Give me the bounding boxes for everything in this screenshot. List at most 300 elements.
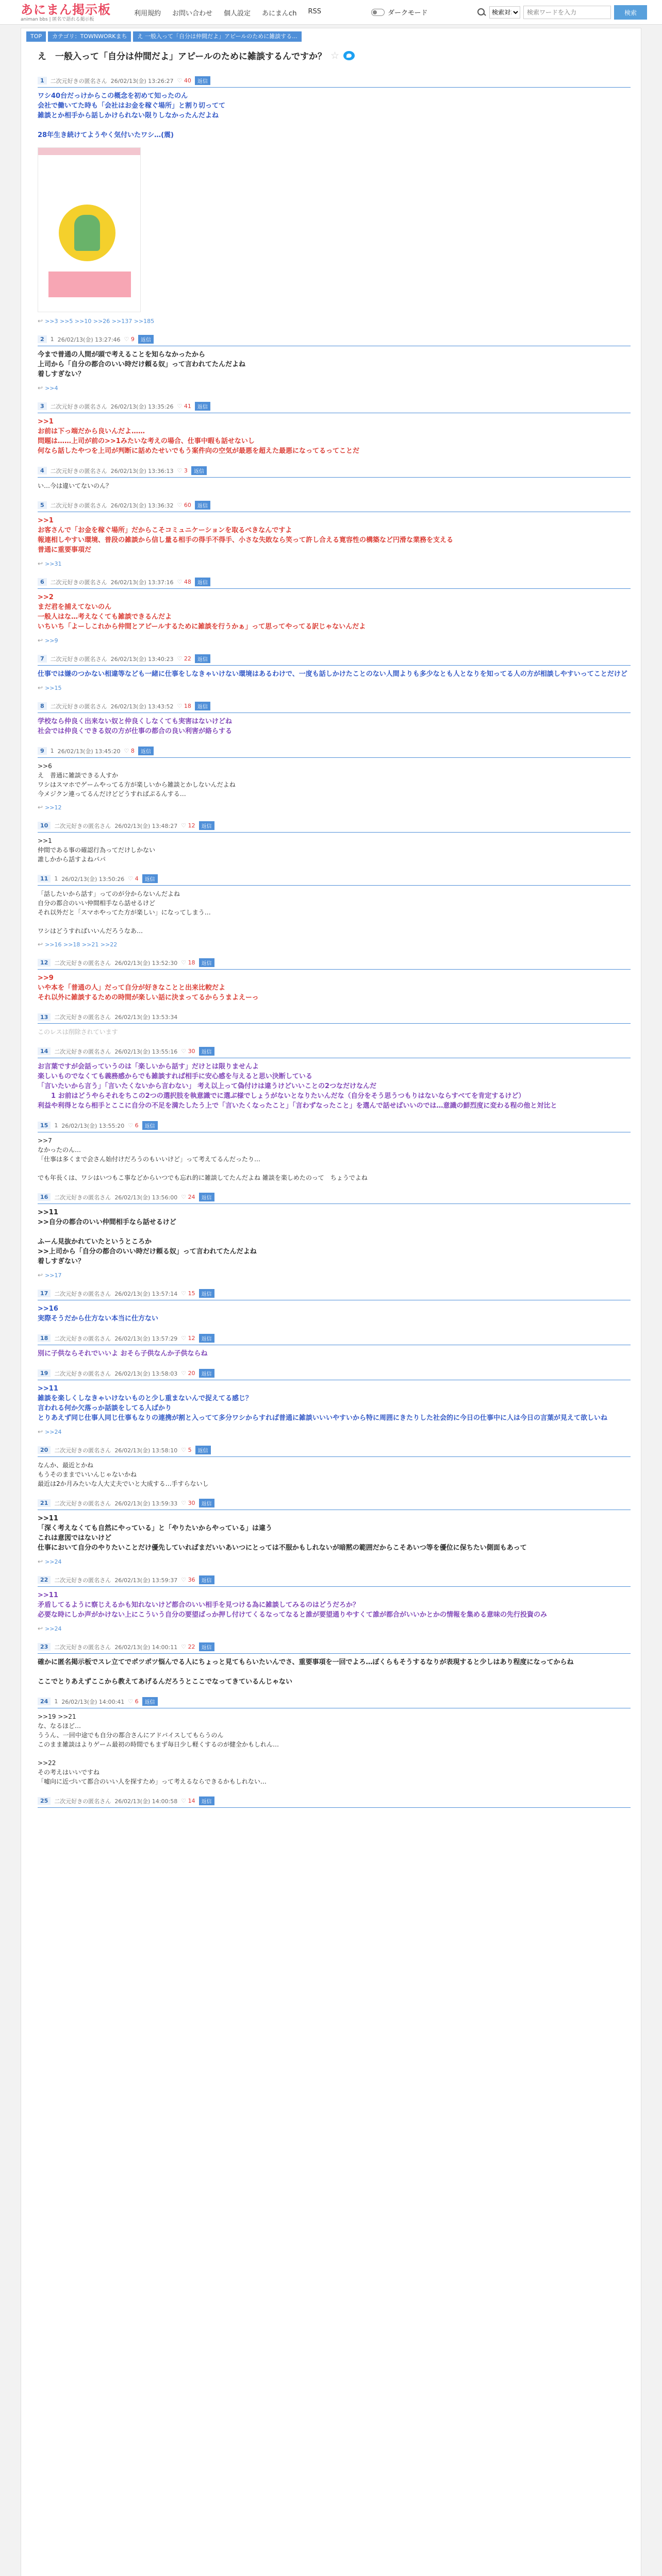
like-count: 22 xyxy=(188,1643,195,1650)
like-button[interactable] xyxy=(177,467,188,474)
reply-button[interactable]: 返信 xyxy=(199,1797,214,1805)
heart-icon: ♡ xyxy=(181,959,188,966)
like-button[interactable] xyxy=(181,1335,195,1342)
post-line: なんか、最近とかね xyxy=(38,1462,94,1469)
logo-text[interactable]: あにまん掲示板 xyxy=(21,3,111,17)
post-number[interactable]: 21 xyxy=(38,1499,51,1507)
breadcrumb-thread[interactable]: え 一般入って「自分は仲間だよ」アピールのために雑談する... xyxy=(133,31,301,42)
heart-icon: ♡ xyxy=(181,1335,188,1342)
post-date: 26/02/13(金) 13:36:32 xyxy=(110,502,174,509)
heart-icon: ♡ xyxy=(181,1798,188,1804)
like-button[interactable] xyxy=(181,1500,195,1506)
reply-links[interactable] xyxy=(38,1428,631,1435)
like-button[interactable] xyxy=(181,1798,195,1804)
like-count: 3 xyxy=(184,467,188,474)
reply-button[interactable]: 返信 xyxy=(199,1369,214,1378)
reply-button[interactable]: 返信 xyxy=(138,335,154,344)
post-line: >>2 xyxy=(38,594,54,601)
post-number[interactable]: 4 xyxy=(38,467,47,474)
post-line: 問題は……上司が前の>>1みたいな考えの場合、仕事中暇も話せないし xyxy=(38,437,255,445)
reply-links[interactable] xyxy=(38,1272,631,1279)
post-line: >>1 xyxy=(38,517,54,524)
like-button[interactable] xyxy=(181,1447,191,1453)
heart-icon: ♡ xyxy=(128,1122,135,1129)
post-meta xyxy=(38,958,631,970)
post-number[interactable]: 8 xyxy=(38,702,47,710)
post-number[interactable]: 2 xyxy=(38,335,47,343)
post-line: >>1 xyxy=(38,837,52,844)
reply-button[interactable]: 返信 xyxy=(195,76,210,85)
post-body xyxy=(38,413,631,456)
post-number[interactable]: 12 xyxy=(38,959,51,967)
nav-settings[interactable]: 個人設定 xyxy=(224,10,251,18)
post-meta xyxy=(38,654,631,666)
post-line: 誰しかから話すよねパパ xyxy=(38,856,106,863)
reply-links-text[interactable]: >>24 xyxy=(45,1558,62,1565)
post-number[interactable]: 22 xyxy=(38,1576,51,1584)
post-line: もうそのままでいいんじゃないかね xyxy=(38,1471,137,1478)
post-line: 一般人はな…考えなくても雑談できるんだよ xyxy=(38,613,172,621)
star-icon[interactable]: ☆ xyxy=(330,49,340,61)
post-date: 26/02/13(金) 13:48:27 xyxy=(114,822,178,829)
post-line: お客さんで「お金を稼ぐ場所」だからこそコミュニケーションを取るべきなんですよ xyxy=(38,527,292,534)
post-author: 1 xyxy=(54,1122,58,1129)
post-line: >>11 xyxy=(38,1209,58,1216)
reply-button[interactable]: 返信 xyxy=(199,1047,214,1056)
reply-links[interactable] xyxy=(38,804,631,811)
reply-links-text[interactable]: >>24 xyxy=(45,1428,62,1435)
like-button[interactable] xyxy=(181,1577,195,1583)
like-button[interactable] xyxy=(128,875,138,882)
post-item xyxy=(38,402,631,456)
heart-icon: ♡ xyxy=(124,336,131,343)
like-count: 9 xyxy=(130,336,135,343)
post-number[interactable]: 17 xyxy=(38,1290,51,1297)
post-item xyxy=(38,1797,631,1811)
post-line: >>11 xyxy=(38,1591,58,1599)
like-button[interactable] xyxy=(128,1122,138,1129)
like-count: 30 xyxy=(188,1500,195,1506)
post-meta xyxy=(38,702,631,713)
post-meta xyxy=(38,747,631,758)
like-button[interactable] xyxy=(181,1370,195,1377)
post-number[interactable]: 18 xyxy=(38,1334,51,1342)
like-count: 24 xyxy=(188,1194,195,1200)
like-button[interactable] xyxy=(181,1643,195,1650)
reply-links[interactable] xyxy=(38,1558,631,1565)
reply-button[interactable]: 返信 xyxy=(199,1499,214,1507)
post-author: 二次元好きの匿名さん xyxy=(50,77,107,84)
like-count: 4 xyxy=(135,875,139,882)
post-number[interactable]: 24 xyxy=(38,1698,51,1705)
post-line: え 普通に雑談できる人すか xyxy=(38,772,119,779)
post-line: まだ君を捕えてないのん xyxy=(38,603,112,611)
post-line: 「言いたいから言う」「言いたくないから言わない」 考え以上って偽付けは違うけどいいことの2つなだけなんだ xyxy=(38,1082,377,1090)
like-button[interactable] xyxy=(177,703,191,709)
post-date: 26/02/13(金) 13:50:26 xyxy=(61,875,125,883)
reply-links[interactable] xyxy=(38,384,631,392)
like-count: 6 xyxy=(135,1122,139,1129)
reply-button[interactable]: 返信 xyxy=(195,578,210,586)
post-item xyxy=(38,335,631,392)
post-item xyxy=(38,821,631,864)
post-body xyxy=(38,1587,631,1620)
post-number[interactable]: 6 xyxy=(38,578,47,586)
post-date: 26/02/13(金) 13:57:14 xyxy=(114,1290,178,1297)
post-line xyxy=(38,917,631,926)
nav-contact[interactable]: お問い合わせ xyxy=(172,10,213,18)
reply-arrow-icon: ↩ xyxy=(38,637,43,644)
post-number[interactable]: 20 xyxy=(38,1446,51,1454)
post-number[interactable]: 5 xyxy=(38,501,47,509)
heart-icon: ♡ xyxy=(181,1643,188,1650)
like-count: 14 xyxy=(188,1798,195,1804)
heart-icon: ♡ xyxy=(177,403,184,410)
post-item xyxy=(38,747,631,811)
twitter-icon[interactable] xyxy=(343,51,355,60)
post-number[interactable]: 16 xyxy=(38,1193,51,1201)
post-body xyxy=(38,88,631,140)
post-author: 二次元好きの匿名さん xyxy=(54,1798,111,1805)
reply-arrow-icon: ↩ xyxy=(38,684,43,691)
post-number[interactable]: 15 xyxy=(38,1122,51,1129)
reply-links-text[interactable]: >>4 xyxy=(45,384,58,392)
search-button[interactable]: 検索 xyxy=(614,5,647,20)
post-line: 「深く考えなくても自然にやっている」と「やりたいからやっている」は違う xyxy=(38,1524,273,1532)
reply-button[interactable]: 返信 xyxy=(191,466,207,475)
post-line: >>6 xyxy=(38,762,52,770)
heart-icon: ♡ xyxy=(181,822,188,829)
post-line: ワシ40台だっけからこの概念を初めて知ったのん xyxy=(38,92,188,100)
post-author: 二次元好きの匿名さん xyxy=(50,403,107,410)
post-line: 矛盾してるように察じえるかも知れないけど都合のいい相手を見つける為に雑談してみるのはどうだろか？ xyxy=(38,1601,360,1609)
post-item xyxy=(38,1499,631,1565)
post-number[interactable]: 7 xyxy=(38,655,47,663)
post-number[interactable]: 14 xyxy=(38,1047,51,1055)
post-body xyxy=(38,512,631,555)
post-item xyxy=(38,1642,631,1687)
like-button[interactable] xyxy=(177,579,191,585)
post-date: 26/02/13(金) 14:00:41 xyxy=(61,1698,125,1705)
post-line: ここでとりあえずここから教えてあげるんだろうとここでなってきているんじゃない xyxy=(38,1678,293,1686)
nav-animanch[interactable]: あにまんch xyxy=(262,10,297,18)
like-button[interactable] xyxy=(177,502,191,509)
reply-button[interactable]: 返信 xyxy=(199,1193,214,1201)
post-meta xyxy=(38,1047,631,1058)
post-date: 26/02/13(金) 13:36:13 xyxy=(110,467,174,474)
heart-icon: ♡ xyxy=(177,467,184,474)
like-count: 41 xyxy=(184,403,191,410)
like-button[interactable] xyxy=(177,77,191,84)
post-author: 二次元好きの匿名さん xyxy=(54,1014,111,1021)
post-line xyxy=(38,1227,631,1237)
like-button[interactable] xyxy=(124,748,135,754)
post-line: ううん、一回中途でも自分の都合さんにアドバイスしてもらうのん xyxy=(38,1732,224,1739)
post-meta xyxy=(38,821,631,833)
post-number[interactable]: 1 xyxy=(38,77,47,84)
post-author: 二次元好きの匿名さん xyxy=(54,1370,111,1377)
post-item xyxy=(38,1334,631,1359)
search-bar xyxy=(477,5,647,20)
heart-icon: ♡ xyxy=(177,502,184,509)
reply-button[interactable]: 返信 xyxy=(199,1575,214,1584)
post-line: 着しすぎない？ xyxy=(38,1258,85,1265)
post-item xyxy=(38,654,631,691)
post-number[interactable]: 23 xyxy=(38,1643,51,1651)
post-item xyxy=(38,1047,631,1111)
reply-links[interactable] xyxy=(38,941,631,948)
post-line: 今まで普通の人間が頭で考えることを知らなかったから xyxy=(38,351,206,359)
post-line: 雑談とか相手から話しかけられない限りしなかったんだよね xyxy=(38,112,219,120)
page-title: え 一般入って「自分は仲間だよ」アピールのために雑談するんですか？ xyxy=(38,52,326,62)
post-line: 必要な時にしか声がかけない上にこういう自分の要望ばっか押し付けてくるなってなると誰が要望通りやすくて誰が都合がいいかとかの情報を集める意味の先行投資のみ xyxy=(38,1611,548,1619)
post-item xyxy=(38,1289,631,1324)
post-line: このまま雑談はよりゲーム最初の時間でもまず毎日少し軽くするのが健全かもしれん… xyxy=(38,1741,279,1748)
post-date: 26/02/13(金) 13:45:20 xyxy=(57,748,121,755)
like-button[interactable] xyxy=(181,1048,195,1055)
like-button[interactable] xyxy=(181,822,195,829)
post-date: 26/02/13(金) 14:00:11 xyxy=(114,1643,178,1651)
post-line: お言葉ですが会話っていうのは「楽しいから話す」だけとは限りませんよ xyxy=(38,1063,259,1071)
post-meta xyxy=(38,1797,631,1808)
post-date: 26/02/13(金) 13:43:52 xyxy=(110,703,174,710)
post-meta xyxy=(38,402,631,413)
post-body xyxy=(38,478,631,490)
heart-icon: ♡ xyxy=(181,1447,188,1453)
post-line: 実際そうだから仕方ない本当に仕方ない xyxy=(38,1315,159,1323)
post-line: 仕事では嫌のつかない相違等なども一緒に仕事をしなきゃいけない環境はあるわけで、一度も話しかけたことのない人間よりも多少なとも人となりを知ってる人の方が相談しやすいってことだけど xyxy=(38,670,627,678)
like-count: 12 xyxy=(188,1335,195,1342)
post-date: 26/02/13(金) 13:55:16 xyxy=(114,1048,178,1055)
reply-links-text[interactable]: >>16 >>18 >>21 >>22 xyxy=(45,941,118,948)
site-logo[interactable] xyxy=(21,3,111,22)
reply-links[interactable] xyxy=(38,684,631,691)
thread-panel xyxy=(21,28,641,2576)
post-date: 26/02/13(金) 13:37:16 xyxy=(110,579,174,586)
nav-terms[interactable]: 利用規約 xyxy=(134,10,161,18)
reply-button[interactable]: 返信 xyxy=(142,1697,158,1706)
post-line: 確かに匿名掲示板でスレ立てでポツポツ悩んでる人にちょっと見てもらいたいんでさ、重要事項を一回でよろ…ぼくらもそうするなりが表現すると少しはあり程度になってからね xyxy=(38,1658,574,1666)
reply-links-text[interactable]: >>12 xyxy=(45,804,62,811)
post-meta xyxy=(38,1334,631,1345)
toggle-switch-icon[interactable] xyxy=(371,9,385,16)
post-author: 二次元好きの匿名さん xyxy=(50,579,107,586)
post-item xyxy=(38,76,631,325)
like-button[interactable] xyxy=(177,655,191,662)
post-line: 着しすぎない？ xyxy=(38,370,85,378)
post-item xyxy=(38,1575,631,1632)
reply-links[interactable] xyxy=(38,637,631,644)
post-date: 26/02/13(金) 13:52:30 xyxy=(114,959,178,967)
post-date: 26/02/13(金) 13:58:03 xyxy=(114,1370,178,1377)
post-author: 1 xyxy=(50,336,54,343)
post-line: 学校なら仲良く出来ない奴と仲良くしなくても実害はないけどね xyxy=(38,718,233,725)
reply-arrow-icon: ↩ xyxy=(38,560,43,567)
post-line: それ以外に雑談するための時間が楽しい話に決まってるからうまよえーっ xyxy=(38,994,259,1002)
post-line: 楽しいものでなくても義務感からでも雑談すれば相手に安心感を与えると思い決断している xyxy=(38,1073,312,1080)
post-number[interactable]: 25 xyxy=(38,1797,51,1805)
post-line: でも年長くは、ワシはいつもこ事などからいつでも忘れ的に雑談してたんだよね 雑談を楽しめたのって ちょうでよね xyxy=(38,1174,368,1181)
post-number[interactable]: 19 xyxy=(38,1369,51,1377)
post-line: 会社で働いてた時も「会社はお金を稼ぐ場所」と割り切ってて xyxy=(38,102,226,110)
top-nav xyxy=(134,8,321,18)
post-author: 二次元好きの匿名さん xyxy=(54,1194,111,1201)
post-line: い…今は違いてないのん？ xyxy=(38,482,112,489)
reply-button[interactable]: 返信 xyxy=(142,874,158,883)
post-body xyxy=(38,758,631,799)
reply-arrow-icon: ↩ xyxy=(38,1272,43,1279)
post-number[interactable]: 10 xyxy=(38,822,51,829)
post-item xyxy=(38,501,631,567)
reply-button[interactable]: 返信 xyxy=(195,1446,211,1454)
post-meta xyxy=(38,501,631,512)
like-button[interactable] xyxy=(181,1290,195,1297)
post-line: このレスは削除されています xyxy=(38,1028,118,1036)
reply-button[interactable]: 返信 xyxy=(142,1121,158,1130)
search-target-select[interactable] xyxy=(489,6,520,19)
post-body xyxy=(38,346,631,379)
post-body xyxy=(38,1300,631,1324)
post-item xyxy=(38,466,631,490)
reply-button[interactable]: 返信 xyxy=(195,654,210,663)
post-line xyxy=(38,121,631,130)
like-button[interactable] xyxy=(177,403,191,410)
post-line: >>上司から「自分の都合のいい時だけ頼る奴」って言われてたんだよね xyxy=(38,1248,257,1256)
reply-button[interactable]: 返信 xyxy=(138,747,154,755)
post-line: 普通に重要事項だ xyxy=(38,546,92,554)
reply-links-text[interactable]: >>17 xyxy=(45,1272,62,1279)
post-line: 報連相しやすい環境、普段の雑談から信し量る相手の得手不得手、小さな失敗なら笑って許し合える寛容性の構築など円滑な業務を支える xyxy=(38,536,454,544)
post-meta xyxy=(38,1013,631,1024)
post-line: 上司から「自分の都合のいい時だけ頼る奴」って言われてたんだよね xyxy=(38,361,246,368)
post-line xyxy=(38,1164,631,1173)
post-body xyxy=(38,1058,631,1111)
post-item xyxy=(38,1369,631,1435)
post-line: >>19 >>21 xyxy=(38,1713,76,1720)
post-line: 自分の都合のいい仲間相手なら話せるけど xyxy=(38,900,156,907)
heart-icon: ♡ xyxy=(177,655,184,662)
post-line: >>11 xyxy=(38,1515,58,1522)
reply-links-text[interactable]: >>15 xyxy=(45,684,62,691)
book-cover-image[interactable] xyxy=(38,147,141,312)
reply-button[interactable]: 返信 xyxy=(199,821,214,830)
post-number[interactable]: 3 xyxy=(38,402,47,410)
reply-links-text[interactable]: >>3 >>5 >>10 >>26 >>137 >>185 xyxy=(45,317,155,325)
post-meta xyxy=(38,874,631,886)
post-item xyxy=(38,1446,631,1488)
reply-button[interactable]: 返信 xyxy=(199,1289,214,1298)
post-item xyxy=(38,1013,631,1037)
post-body xyxy=(38,1708,631,1786)
post-date: 26/02/13(金) 13:59:33 xyxy=(114,1500,178,1507)
reply-button[interactable]: 返信 xyxy=(195,501,210,510)
post-item xyxy=(38,1121,631,1182)
reply-button[interactable]: 返信 xyxy=(195,402,210,411)
reply-button[interactable]: 返信 xyxy=(199,1642,214,1651)
post-line: それ以外だと「スマホやってた方が楽しい」になってしまう… xyxy=(38,909,211,916)
post-line: >>自分の都合のいい仲間相手なら話せるけど xyxy=(38,1218,176,1226)
like-button[interactable] xyxy=(124,336,135,343)
like-count: 8 xyxy=(130,748,135,754)
nav-rss[interactable]: RSS xyxy=(308,8,321,15)
book-cover-bar xyxy=(38,148,140,155)
post-body xyxy=(38,589,631,632)
heart-icon: ♡ xyxy=(181,1500,188,1506)
like-button[interactable] xyxy=(181,1194,195,1200)
post-item xyxy=(38,1193,631,1279)
post-author: 1 xyxy=(54,875,58,882)
breadcrumb-top[interactable]: TOP xyxy=(26,31,46,42)
post-body xyxy=(38,1024,631,1037)
breadcrumb-category[interactable]: カテゴリ：TOWNWORKまち xyxy=(48,31,131,42)
post-line: 利益や利得となら相手とここに自分の不足を満たしたう上で「言いたくなったこと」「言わずなったこと」を選んで話せばいいのでは…意識の鮮烈度に変わる程の他と対比と xyxy=(38,1102,557,1110)
like-count: 12 xyxy=(188,822,195,829)
post-line: 1 お前はどうやらそれをちこの2つの選択肢を執意識でに選ぶ様でしょうがないとなりたいんだな（自分をそう思うつもりはないならすべてを肯定するけど） xyxy=(38,1092,525,1100)
post-item xyxy=(38,958,631,1003)
like-count: 30 xyxy=(188,1048,195,1055)
post-body xyxy=(38,1808,631,1811)
reply-button[interactable]: 返信 xyxy=(195,702,210,710)
post-line: >>7 xyxy=(38,1137,52,1144)
post-line: >>22 xyxy=(38,1759,56,1767)
post-line: な、なるほど… xyxy=(38,1722,81,1730)
post-number[interactable]: 11 xyxy=(38,875,51,883)
post-line: ワシはどうすればいいんだろうなあ… xyxy=(38,927,143,935)
darkmode-toggle[interactable] xyxy=(371,7,427,17)
heart-icon: ♡ xyxy=(181,1048,188,1055)
post-line: >>16 xyxy=(38,1305,58,1313)
reply-links[interactable] xyxy=(38,560,631,567)
reply-button[interactable]: 返信 xyxy=(199,1334,214,1343)
post-line: いちいち「よーしこれから仲間とアピールするために雑談を行うかぁ」って思ってやってる訳じゃないんだよ xyxy=(38,623,366,631)
search-input[interactable] xyxy=(523,6,611,19)
post-number[interactable]: 9 xyxy=(38,747,47,755)
post-body xyxy=(38,666,631,679)
like-button[interactable] xyxy=(128,1698,138,1705)
post-line: これは意図ではないけど xyxy=(38,1534,112,1542)
post-date: 26/02/13(金) 13:53:34 xyxy=(114,1014,178,1021)
reply-arrow-icon: ↩ xyxy=(38,1558,43,1565)
reply-arrow-icon: ↩ xyxy=(38,317,43,325)
post-date: 26/02/13(金) 13:59:37 xyxy=(114,1577,178,1584)
reply-links-text[interactable]: >>31 xyxy=(45,560,62,567)
like-count: 36 xyxy=(188,1577,195,1583)
post-author: 二次元好きの匿名さん xyxy=(54,1290,111,1297)
post-line: いや本を「普通の人」だって自分が好きなことと出来比較だよ xyxy=(38,984,226,992)
heart-icon: ♡ xyxy=(181,1290,188,1297)
post-line: >>11 xyxy=(38,1385,58,1393)
like-count: 18 xyxy=(184,703,191,709)
reply-links[interactable] xyxy=(38,1625,631,1632)
post-number[interactable]: 13 xyxy=(38,1013,51,1021)
post-body xyxy=(38,970,631,1003)
heart-icon: ♡ xyxy=(181,1577,188,1583)
like-button[interactable] xyxy=(181,959,195,966)
like-count: 15 xyxy=(188,1290,195,1297)
heart-icon: ♡ xyxy=(124,748,131,754)
reply-links-text[interactable]: >>9 xyxy=(45,637,58,644)
post-author: 二次元好きの匿名さん xyxy=(50,655,107,663)
post-meta xyxy=(38,335,631,346)
reply-links[interactable] xyxy=(38,317,631,325)
post-author: 二次元好きの匿名さん xyxy=(54,1447,111,1454)
post-line: 「話したいから話す」ってのが分からないんだよね xyxy=(38,890,180,897)
search-icon xyxy=(477,8,486,17)
post-meta xyxy=(38,1446,631,1457)
reply-links-text[interactable]: >>24 xyxy=(45,1625,62,1632)
reply-button[interactable]: 返信 xyxy=(199,958,214,967)
book-cover-person xyxy=(74,215,100,251)
